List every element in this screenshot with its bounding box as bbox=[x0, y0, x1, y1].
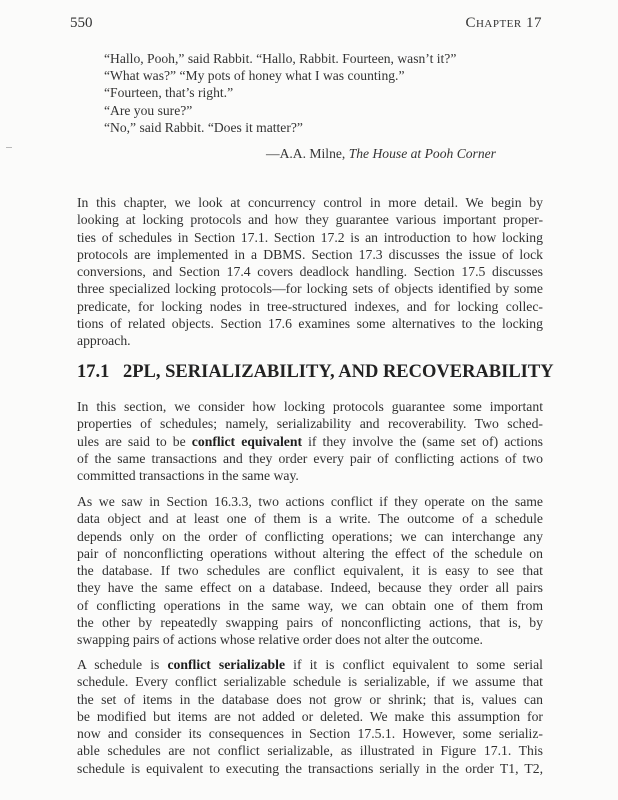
paragraph-line: protocols are implemented in a DBMS. Section 17.3 discusses the issue of lock bbox=[77, 246, 543, 262]
epigraph-attribution bbox=[266, 146, 496, 162]
text-run: A schedule is bbox=[77, 657, 168, 672]
paragraph-line: able schedules are not conflict serializable, as illustrated in Figure 17.1. This bbox=[77, 743, 543, 759]
paragraph-line: approach. bbox=[77, 333, 131, 349]
paragraph-line: of the same transactions and they order every pair of conflicting actions of two bbox=[77, 450, 543, 466]
paragraph-line: conversions, and Section 17.4 covers deadlock handling. Section 17.5 discusses bbox=[77, 264, 543, 280]
term-conflict-serializable: conflict serializable bbox=[167, 657, 286, 672]
paragraph-line: swapping pairs of actions whose relative order does not alter the outcome. bbox=[77, 632, 483, 648]
paragraph-line: As we saw in Section 16.3.3, two actions conflict if they operate on the same bbox=[77, 494, 543, 509]
paragraph-line: properties of schedules; namely, serializability and recoverability. Two sched- bbox=[77, 416, 543, 432]
intro-paragraph bbox=[77, 194, 543, 350]
paragraph-conflict-serializable bbox=[77, 656, 543, 777]
epigraph bbox=[104, 50, 544, 136]
epigraph-line: “Fourteen, that’s right.” bbox=[104, 85, 234, 101]
margin-mark bbox=[6, 147, 12, 148]
paragraph-line: data object and at least one of them is a write. The outcome of a schedule bbox=[77, 511, 543, 527]
paragraph-line: In this section, we consider how locking protocols guarantee some important bbox=[77, 399, 543, 414]
epigraph-line: “No,” said Rabbit. “Does it matter?” bbox=[104, 119, 303, 135]
paragraph-line bbox=[77, 433, 543, 450]
section-heading bbox=[77, 362, 554, 383]
paragraph-line bbox=[77, 656, 543, 673]
epigraph-line: “Are you sure?” bbox=[104, 102, 193, 118]
paragraph-line: depends only on the order of conflicting operations; we can interchange any bbox=[77, 528, 543, 544]
chapter-label: Chapter 17 bbox=[465, 15, 542, 31]
section-title: 2PL, SERIALIZABILITY, AND RECOVERABILITY bbox=[123, 362, 554, 382]
paragraph-line: ties of schedules in Section 17.1. Section 17.2 is an introduction to how locking bbox=[77, 229, 543, 245]
running-header bbox=[70, 15, 542, 39]
attribution-author: —A.A. Milne, bbox=[266, 146, 349, 161]
paragraph-line: the other by repeatedly swapping pairs of nonconflicting actions, that is, by bbox=[77, 615, 543, 631]
text-run: if it is conflict equivalent to some serial bbox=[285, 657, 543, 672]
paragraph-line: predicate, for locking nodes in tree-structured indexes, and for locking collec- bbox=[77, 298, 543, 314]
paragraph-conflict-equivalent bbox=[77, 398, 543, 484]
paragraph-line: pair of nonconflicting operations without altering the effect of the schedule on bbox=[77, 545, 543, 561]
text-run: if they involve the (same set of) actions bbox=[302, 433, 543, 449]
paragraph-line: committed transactions in the same way. bbox=[77, 468, 299, 484]
paragraph-line: of conflicting operations in the same way, we can obtain one of them from bbox=[77, 597, 543, 613]
paragraph-line: schedule is equivalent to executing the transactions serially in the order T1, T2, bbox=[77, 760, 543, 776]
paragraph-line: looking at locking protocols and how they guarantee various important proper- bbox=[77, 212, 543, 228]
term-conflict-equivalent: conflict equivalent bbox=[191, 433, 303, 449]
paragraph-line: be modified but items are not added or deleted. We make this assumption for bbox=[77, 708, 543, 724]
epigraph-line: “What was?” “My pots of honey what I was counting.” bbox=[104, 68, 405, 84]
paragraph-line: the database. If two schedules are conflict equivalent, it is easy to see that bbox=[77, 563, 543, 579]
paragraph-conflicting-actions bbox=[77, 493, 543, 649]
paragraph-line: schedule. Every conflict serializable schedule is serializable, if we assume that bbox=[77, 674, 543, 690]
page-number: 550 bbox=[70, 15, 93, 31]
paragraph-line: three specialized locking protocols—for locking sets of objects identified by some bbox=[77, 281, 543, 297]
paragraph-line: tions of related objects. Section 17.6 examines some alternatives to the locking bbox=[77, 316, 543, 332]
text-run: ules are said to be bbox=[77, 433, 192, 449]
paragraph-line: they have the same effect on a database. Indeed, because they order all pairs bbox=[77, 580, 543, 596]
paragraph-line: In this chapter, we look at concurrency control in more detail. We begin by bbox=[77, 195, 543, 210]
paragraph-line: now and consider its consequences in Section 17.5.1. However, some serializ- bbox=[77, 726, 543, 742]
epigraph-line: “Hallo, Pooh,” said Rabbit. “Hallo, Rabbit. Fourteen, wasn’t it?” bbox=[104, 51, 457, 66]
section-number: 17.1 bbox=[77, 362, 110, 382]
attribution-work-title: The House at Pooh Corner bbox=[348, 146, 496, 161]
paragraph-line: the set of items in the database does not grow or shrink; that is, values can bbox=[77, 691, 543, 707]
